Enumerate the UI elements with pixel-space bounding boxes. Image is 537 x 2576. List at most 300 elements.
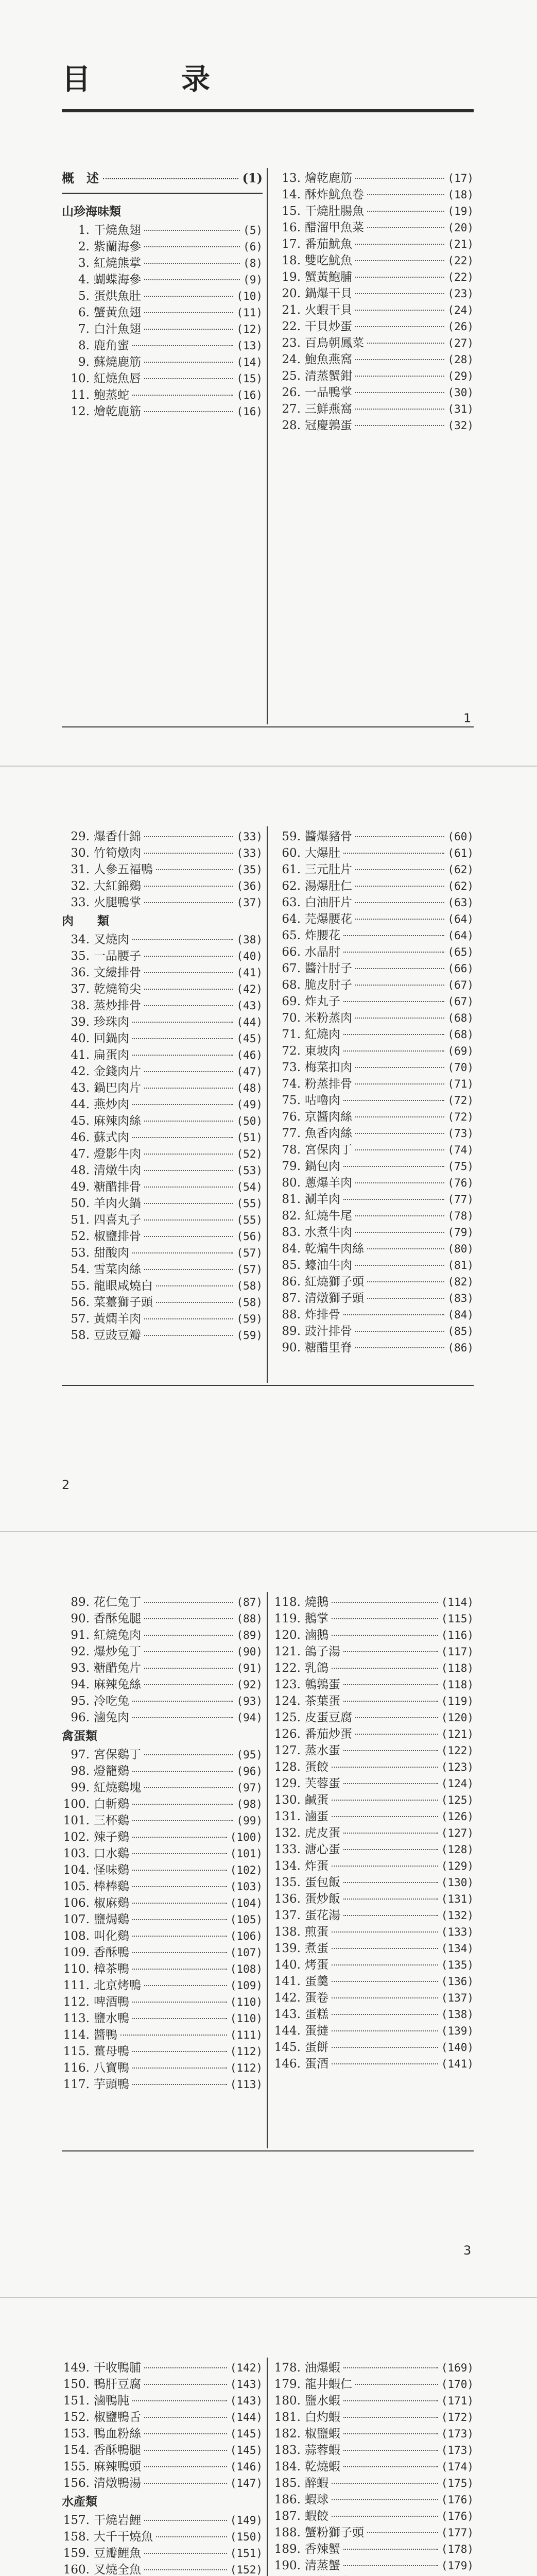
entry-number: 90.	[282, 1341, 301, 1354]
entry-name: 珍珠肉	[94, 1015, 129, 1029]
entry-number: 72.	[282, 1044, 301, 1058]
toc-entry[interactable]	[62, 222, 263, 239]
toc-entry[interactable]	[273, 1891, 474, 1907]
entry-name: 香酥鴨腿	[94, 2444, 141, 2457]
entry-number: 89.	[71, 1596, 90, 1609]
entry-number: 55.	[71, 1279, 90, 1293]
entry-number: 141.	[274, 1975, 301, 1988]
entry-page: (111)	[230, 2029, 263, 2041]
leader-dots	[332, 2063, 438, 2064]
entry-number: 94.	[71, 1678, 90, 1691]
entry-number: 116.	[63, 2061, 90, 2075]
toc-entry[interactable]	[273, 417, 474, 434]
entry-name: 三元肚片	[305, 863, 352, 876]
entry-number: 131.	[274, 1810, 301, 1823]
toc-entry[interactable]	[273, 1125, 474, 1142]
entry-number: 21.	[282, 303, 301, 317]
entry-page: (85)	[447, 1325, 474, 1337]
toc-entry[interactable]	[62, 2360, 263, 2376]
toc-entry[interactable]	[273, 318, 474, 335]
entry-name: 清燉牛肉	[94, 1164, 141, 1177]
toc-entry[interactable]	[62, 1747, 263, 1763]
entry-number: 69.	[282, 995, 301, 1008]
leader-dots	[355, 244, 444, 245]
leader-dots	[144, 1005, 233, 1006]
toc-entry[interactable]	[62, 1179, 263, 1195]
toc-entry[interactable]	[273, 2459, 474, 2475]
toc-entry[interactable]	[273, 170, 474, 187]
entry-number: 32.	[71, 879, 90, 893]
entry-page: (30)	[447, 386, 474, 399]
toc-entry-major[interactable]	[62, 170, 263, 189]
leader-dots	[144, 2417, 227, 2418]
entry-page: (102)	[230, 1864, 263, 1876]
entry-number: 31.	[71, 863, 90, 876]
column-divider	[267, 2358, 268, 2576]
toc-entry[interactable]	[273, 960, 474, 977]
entry-page: (26)	[447, 320, 474, 333]
toc-entry[interactable]	[273, 2524, 474, 2541]
entry-number: 114.	[63, 2028, 90, 2042]
entry-name: 蛋餅	[305, 2041, 328, 2054]
toc-entry[interactable]	[273, 1759, 474, 1775]
toc-page	[0, 2297, 537, 2576]
entry-name: 蒜蓉蝦	[305, 2444, 340, 2457]
toc-entry[interactable]	[273, 2376, 474, 2393]
page-number: 3	[463, 2243, 472, 2258]
toc-entry[interactable]	[273, 401, 474, 417]
entry-name: 龍眼咸燒白	[94, 1279, 153, 1293]
entry-name: 京醬肉絲	[305, 1110, 352, 1124]
entry-page: (74)	[447, 1144, 474, 1156]
entry-number: 112.	[63, 1995, 90, 2009]
toc-entry[interactable]	[273, 1290, 474, 1307]
toc-entry[interactable]	[273, 1742, 474, 1759]
toc-entry[interactable]	[62, 2545, 263, 2562]
entry-page: (126)	[441, 1810, 474, 1823]
toc-entry[interactable]	[62, 1660, 263, 1676]
entry-number: 45.	[71, 1114, 90, 1128]
toc-entry[interactable]	[62, 1928, 263, 1944]
toc-entry[interactable]	[273, 2409, 474, 2426]
leader-dots	[355, 869, 444, 870]
section-heading: 肉 類	[62, 914, 109, 928]
toc-entry[interactable]	[62, 1878, 263, 1895]
toc-entry[interactable]	[273, 2442, 474, 2459]
entry-name: 叉燒全魚	[94, 2563, 141, 2576]
toc-entry[interactable]	[62, 2376, 263, 2393]
toc-entry[interactable]	[273, 1940, 474, 1957]
toc-entry[interactable]	[62, 1611, 263, 1627]
toc-entry[interactable]	[273, 269, 474, 285]
toc-entry[interactable]	[62, 1911, 263, 1928]
toc-entry[interactable]	[273, 1957, 474, 1973]
entry-page: (41)	[236, 967, 263, 979]
toc-entry[interactable]	[62, 1862, 263, 1878]
toc-entry[interactable]	[273, 302, 474, 318]
entry-name: 蘇燒鹿筋	[94, 355, 141, 369]
entry-number: 1.	[78, 224, 90, 237]
toc-entry[interactable]	[62, 828, 263, 845]
toc-entry[interactable]	[273, 252, 474, 269]
toc-entry[interactable]	[273, 2475, 474, 2492]
toc-entry[interactable]	[62, 321, 263, 337]
toc-entry[interactable]	[273, 2360, 474, 2376]
entry-name: 竹筍燉肉	[94, 846, 141, 860]
toc-entry[interactable]	[273, 993, 474, 1010]
toc-entry[interactable]	[62, 1228, 263, 1245]
entry-name: 蝴蝶海參	[94, 273, 141, 286]
entry-name: 麻辣兔絲	[94, 1678, 141, 1691]
toc-entry[interactable]	[62, 370, 263, 387]
toc-entry[interactable]	[62, 1709, 263, 1726]
toc-entry[interactable]	[62, 255, 263, 272]
entry-page: (50)	[236, 1115, 263, 1127]
entry-name: 鮑蒸蛇	[94, 388, 129, 402]
toc-entry[interactable]	[273, 1990, 474, 2006]
toc-entry[interactable]	[273, 2508, 474, 2524]
entry-number: 187.	[274, 2510, 301, 2523]
leader-dots	[144, 1203, 233, 1204]
toc-entry[interactable]	[62, 2512, 263, 2529]
toc-entry[interactable]	[62, 894, 263, 911]
toc-entry[interactable]	[273, 1627, 474, 1643]
toc-entry[interactable]	[273, 2056, 474, 2072]
toc-entry[interactable]	[62, 1895, 263, 1911]
toc-entry[interactable]	[62, 337, 263, 354]
toc-entry[interactable]	[62, 1261, 263, 1278]
toc-entry[interactable]	[62, 1278, 263, 1294]
toc-entry[interactable]	[273, 894, 474, 911]
toc-entry[interactable]	[62, 1311, 263, 1327]
toc-entry[interactable]	[62, 2562, 263, 2576]
toc-entry[interactable]	[62, 964, 263, 981]
toc-entry[interactable]	[62, 997, 263, 1014]
leader-dots	[103, 178, 238, 179]
toc-entry[interactable]	[273, 845, 474, 861]
entry-name: 清蒸蟹鉗	[305, 369, 352, 383]
toc-entry[interactable]	[62, 1080, 263, 1096]
toc-entry[interactable]	[62, 1812, 263, 1829]
toc-entry[interactable]	[273, 1643, 474, 1660]
toc-entry[interactable]	[273, 1693, 474, 1709]
toc-column	[273, 170, 474, 434]
toc-entry[interactable]	[62, 1676, 263, 1693]
entry-page: (15)	[236, 372, 263, 385]
toc-entry[interactable]	[62, 1594, 263, 1611]
entry-name: 概 述	[62, 171, 99, 185]
toc-entry[interactable]	[62, 1014, 263, 1030]
toc-entry[interactable]	[62, 403, 263, 420]
entry-name: 鴿子湯	[305, 1645, 340, 1658]
entry-page: (1)	[242, 171, 263, 185]
toc-entry[interactable]	[273, 1026, 474, 1043]
toc-entry[interactable]	[62, 1643, 263, 1660]
entry-name: 香酥鴨	[94, 1946, 129, 1959]
toc-entry[interactable]	[62, 1146, 263, 1162]
toc-entry[interactable]	[62, 1693, 263, 1709]
entry-number: 133.	[274, 1843, 301, 1856]
toc-entry[interactable]	[273, 1825, 474, 1841]
toc-entry[interactable]	[62, 878, 263, 894]
toc-entry[interactable]	[273, 1241, 474, 1257]
entry-name: 番茄炒蛋	[305, 1727, 352, 1741]
leader-dots	[332, 2483, 438, 2484]
entry-number: 4.	[78, 273, 90, 286]
toc-entry[interactable]	[273, 368, 474, 384]
entry-number: 75.	[282, 1094, 301, 1107]
toc-entry[interactable]	[62, 981, 263, 997]
toc-entry[interactable]	[62, 845, 263, 861]
entry-number: 25.	[282, 369, 301, 383]
toc-entry[interactable]	[62, 2043, 263, 2060]
entry-page: (28)	[447, 353, 474, 366]
toc-entry[interactable]	[273, 187, 474, 203]
leader-dots	[144, 246, 240, 247]
entry-name: 溏心蛋	[305, 1843, 340, 1856]
toc-entry[interactable]	[273, 911, 474, 927]
toc-entry[interactable]	[62, 288, 263, 304]
toc-entry[interactable]	[273, 203, 474, 219]
entry-page: (43)	[236, 999, 263, 1012]
toc-entry[interactable]	[62, 1796, 263, 1812]
toc-entry[interactable]	[273, 1175, 474, 1191]
toc-entry[interactable]	[62, 1129, 263, 1146]
toc-entry[interactable]	[273, 1076, 474, 1092]
entry-page: (176)	[441, 2510, 474, 2522]
toc-entry[interactable]	[273, 1224, 474, 1241]
toc-entry[interactable]	[62, 1961, 263, 1977]
entry-number: 47.	[71, 1147, 90, 1161]
toc-entry[interactable]	[62, 1096, 263, 1113]
toc-column	[62, 2360, 263, 2576]
column-divider	[267, 1592, 268, 2148]
toc-entry[interactable]	[62, 1845, 263, 1862]
entry-number: 80.	[282, 1176, 301, 1190]
toc-entry[interactable]	[62, 1977, 263, 1994]
toc-entry[interactable]	[273, 1208, 474, 1224]
toc-entry[interactable]	[62, 948, 263, 964]
toc-entry[interactable]	[273, 1808, 474, 1825]
entry-page	[441, 2574, 474, 2576]
entry-page: (22)	[447, 255, 474, 267]
toc-entry[interactable]	[62, 1829, 263, 1845]
entry-number: 97.	[71, 1748, 90, 1761]
toc-entry[interactable]	[273, 1010, 474, 1026]
toc-entry[interactable]	[273, 1307, 474, 1323]
toc-entry[interactable]	[62, 2459, 263, 2475]
toc-entry[interactable]	[273, 878, 474, 894]
toc-entry[interactable]	[273, 927, 474, 944]
entry-number: 189.	[274, 2543, 301, 2556]
entry-number: 96.	[71, 1711, 90, 1724]
leader-dots	[343, 1882, 438, 1883]
toc-entry[interactable]	[62, 2529, 263, 2545]
toc-entry[interactable]	[273, 1043, 474, 1059]
toc-entry[interactable]	[273, 1726, 474, 1742]
entry-name: 芫爆腰花	[305, 912, 352, 926]
leader-dots	[343, 1166, 444, 1167]
column-divider	[267, 168, 268, 724]
entry-page: (47)	[236, 1065, 263, 1078]
leader-dots	[332, 1602, 438, 1603]
entry-number: 102.	[63, 1831, 90, 1844]
toc-entry[interactable]	[273, 1676, 474, 1693]
column-divider	[267, 826, 268, 1383]
entry-page: (92)	[236, 1679, 263, 1691]
toc-entry[interactable]	[273, 1924, 474, 1940]
toc-entry[interactable]	[62, 2060, 263, 2076]
toc-entry[interactable]	[62, 1212, 263, 1228]
toc-entry[interactable]	[273, 828, 474, 845]
entry-number: 79.	[282, 1160, 301, 1173]
toc-entry[interactable]	[273, 335, 474, 351]
entry-number: 39.	[71, 1015, 90, 1029]
toc-entry[interactable]	[62, 2010, 263, 2027]
toc-entry[interactable]	[62, 2027, 263, 2043]
toc-entry[interactable]	[273, 1257, 474, 1274]
toc-entry[interactable]	[62, 1195, 263, 1212]
toc-entry[interactable]	[273, 944, 474, 960]
toc-entry[interactable]	[273, 1092, 474, 1109]
entry-name: 醬爆豬骨	[305, 830, 352, 843]
toc-entry[interactable]	[273, 1841, 474, 1858]
toc-entry[interactable]	[273, 1323, 474, 1340]
leader-dots	[156, 1302, 233, 1303]
entry-page: (135)	[441, 1959, 474, 1971]
toc-entry[interactable]	[273, 1611, 474, 1627]
leader-dots	[132, 1870, 227, 1871]
entry-name: 清燉鴨湯	[94, 2477, 141, 2490]
toc-entry[interactable]	[273, 236, 474, 252]
entry-name: 八寶鴨	[94, 2061, 129, 2075]
toc-entry[interactable]	[62, 304, 263, 321]
toc-entry[interactable]	[62, 354, 263, 370]
toc-entry[interactable]	[273, 1059, 474, 1076]
entry-number: 103.	[63, 1847, 90, 1860]
toc-entry[interactable]	[273, 977, 474, 993]
entry-name: 雙吃魷魚	[305, 254, 352, 267]
entry-number: 61.	[282, 863, 301, 876]
entry-page: (173)	[441, 2428, 474, 2440]
toc-entry[interactable]	[273, 1907, 474, 1924]
toc-entry[interactable]	[62, 1294, 263, 1311]
toc-entry[interactable]	[62, 2426, 263, 2442]
section-rule	[62, 193, 263, 194]
toc-entry[interactable]	[62, 239, 263, 255]
toc-entry[interactable]	[273, 219, 474, 236]
toc-entry[interactable]	[273, 351, 474, 368]
entry-name: 黃燜羊肉	[94, 1312, 141, 1326]
toc-entry[interactable]	[62, 1994, 263, 2010]
entry-name: 紅燒兔肉	[94, 1629, 141, 1642]
toc-entry[interactable]	[62, 1113, 263, 1129]
toc-entry[interactable]	[273, 1973, 474, 1990]
leader-dots	[332, 1767, 438, 1768]
toc-entry[interactable]	[62, 2393, 263, 2409]
toc-entry[interactable]	[273, 1858, 474, 1874]
toc-entry[interactable]	[273, 2393, 474, 2409]
leader-dots	[144, 1071, 233, 1072]
entry-number: 183.	[274, 2444, 301, 2457]
toc-entry[interactable]	[273, 2006, 474, 2023]
entry-number: 43.	[71, 1081, 90, 1095]
toc-entry[interactable]	[273, 2023, 474, 2039]
toc-entry[interactable]	[62, 1030, 263, 1047]
toc-entry[interactable]	[273, 1709, 474, 1726]
toc-entry[interactable]	[273, 2492, 474, 2508]
toc-entry[interactable]	[62, 1327, 263, 1344]
toc-entry[interactable]	[62, 1944, 263, 1961]
toc-entry[interactable]	[273, 1340, 474, 1356]
toc-entry[interactable]	[62, 2409, 263, 2426]
toc-entry[interactable]	[62, 387, 263, 403]
toc-entry[interactable]	[62, 931, 263, 948]
toc-entry[interactable]	[273, 1191, 474, 1208]
entry-name: 魚香肉絲	[305, 1127, 352, 1140]
toc-entry[interactable]	[62, 1245, 263, 1261]
toc-entry[interactable]	[62, 1763, 263, 1780]
toc-entry[interactable]	[273, 1594, 474, 1611]
toc-entry[interactable]	[273, 2426, 474, 2442]
toc-entry[interactable]	[62, 2442, 263, 2459]
toc-entry[interactable]	[62, 1780, 263, 1796]
toc-entry[interactable]	[62, 2076, 263, 2093]
leader-dots	[144, 2483, 227, 2484]
toc-entry[interactable]	[273, 2541, 474, 2557]
leader-dots	[355, 886, 444, 887]
entry-page: (20)	[447, 222, 474, 234]
leader-dots	[343, 1314, 444, 1315]
toc-entry[interactable]	[273, 2039, 474, 2056]
entry-number: 135.	[274, 1876, 301, 1889]
entry-name: 油爆蝦	[305, 2361, 340, 2375]
entry-number: 120.	[274, 1629, 301, 1642]
entry-page: (45)	[236, 1032, 263, 1045]
entry-page: (117)	[441, 1646, 474, 1658]
toc-entry[interactable]	[62, 1047, 263, 1063]
entry-page: (119)	[441, 1695, 474, 1707]
toc-entry[interactable]	[62, 1627, 263, 1643]
toc-entry[interactable]	[273, 1792, 474, 1808]
toc-entry[interactable]	[273, 1874, 474, 1891]
entry-name: 炸排骨	[305, 1308, 340, 1321]
toc-entry[interactable]	[273, 861, 474, 878]
leader-dots	[132, 1252, 233, 1253]
entry-page: (13)	[236, 340, 263, 352]
toc-entry[interactable]	[62, 861, 263, 878]
toc-entry[interactable]	[273, 1142, 474, 1158]
toc-entry[interactable]	[273, 1109, 474, 1125]
toc-entry[interactable]	[62, 1063, 263, 1080]
toc-entry[interactable]	[62, 1162, 263, 1179]
toc-entry[interactable]	[273, 2574, 474, 2576]
leader-dots	[132, 2002, 227, 2003]
toc-entry[interactable]	[273, 1775, 474, 1792]
entry-name: 醉蝦	[305, 2477, 328, 2490]
toc-entry[interactable]	[62, 2475, 263, 2492]
toc-entry[interactable]	[273, 285, 474, 302]
toc-entry[interactable]	[273, 1660, 474, 1676]
toc-entry[interactable]	[62, 272, 263, 288]
toc-entry[interactable]	[273, 1158, 474, 1175]
entry-name: 叫化鷄	[94, 1929, 129, 1943]
entry-number: 113.	[63, 2012, 90, 2025]
toc-entry[interactable]	[273, 1274, 474, 1290]
toc-entry[interactable]	[273, 2557, 474, 2574]
toc-entry[interactable]	[273, 384, 474, 401]
toc-column	[273, 1594, 474, 2072]
